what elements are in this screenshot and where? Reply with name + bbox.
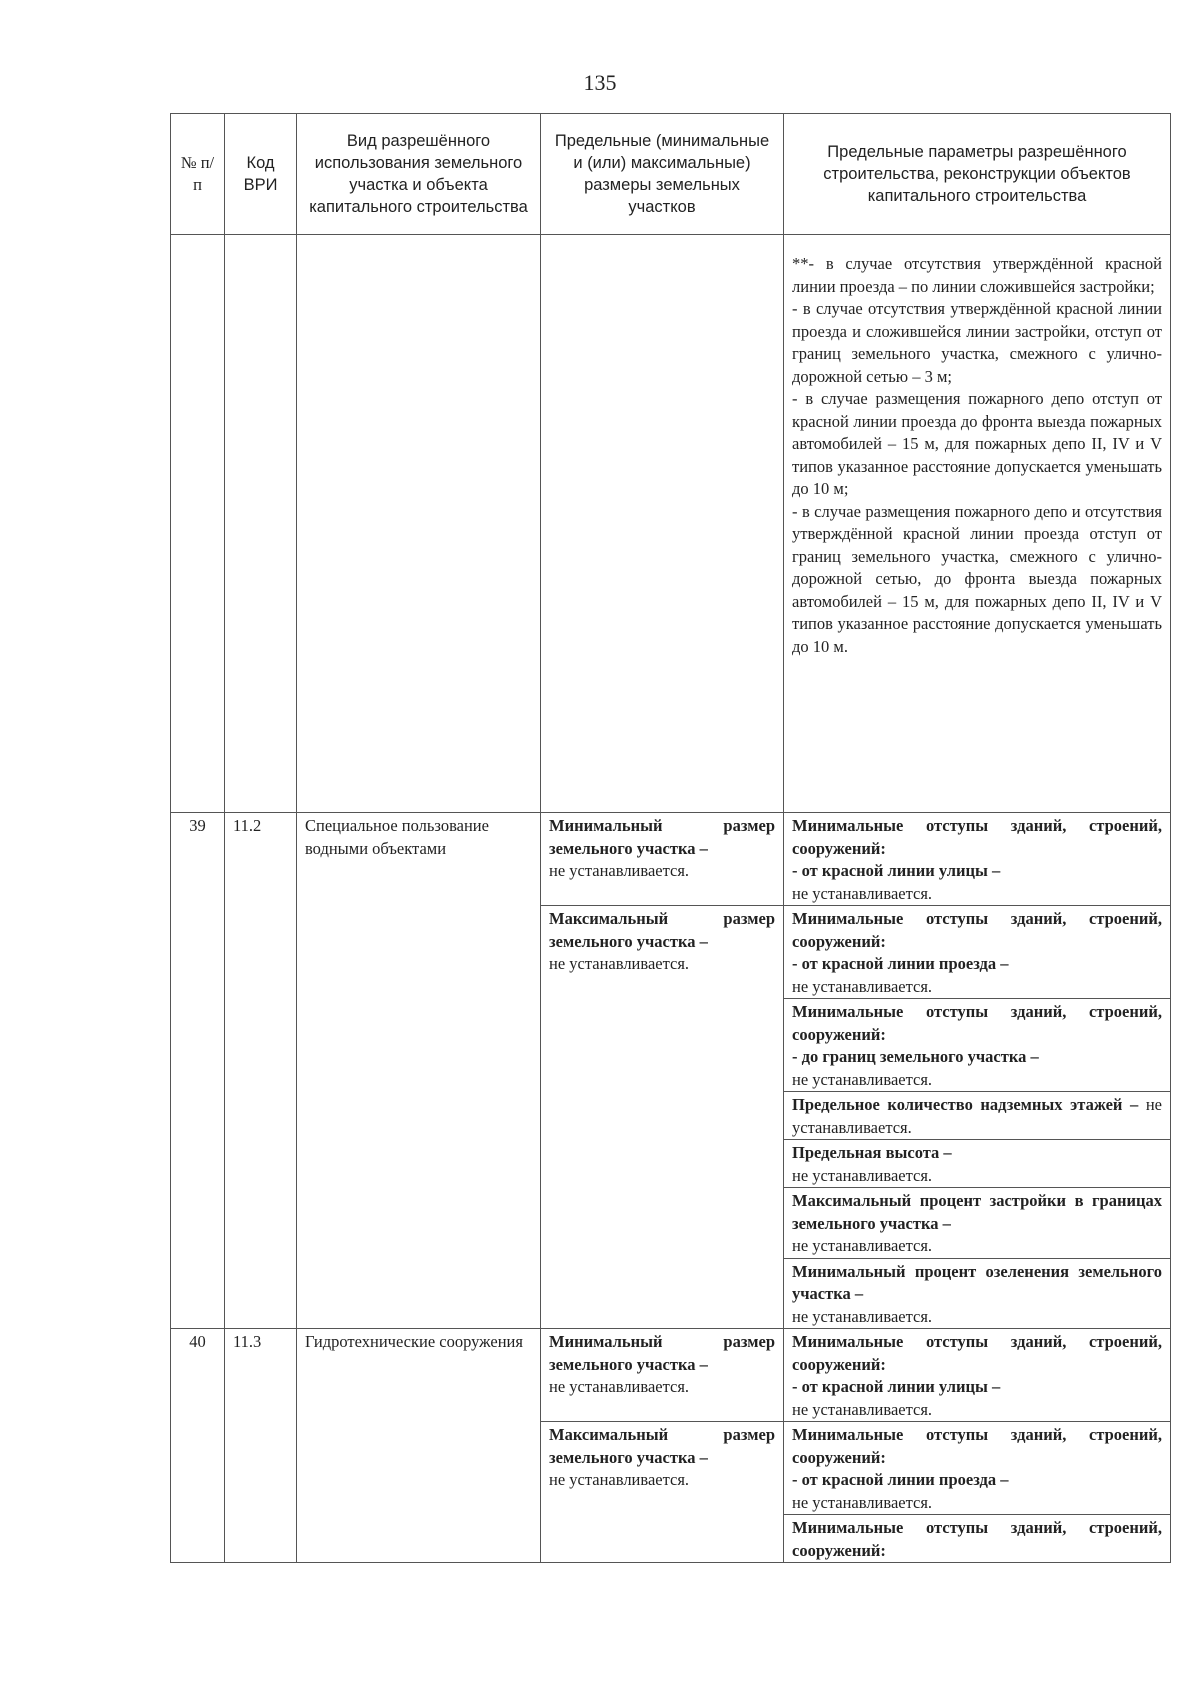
param-item	[784, 1188, 1170, 1259]
cont-code	[225, 235, 297, 813]
min-size-value: не устанавливается.	[549, 1377, 690, 1396]
max-size-title: Максимальный размер земельного участка –	[549, 909, 775, 951]
continuation-paragraph: **- в случае отсутствия утверждённой красной линии проезда – по линии сложившейся застройки;	[792, 254, 1162, 296]
regulations-table	[170, 113, 1171, 1563]
header-num: № п/п	[171, 114, 225, 235]
param-value: не устанавливается.	[792, 1165, 933, 1185]
param-item	[784, 1515, 1170, 1562]
param-line: - от красной линии улицы –	[792, 1377, 1001, 1396]
param-value: не устанавливается.	[792, 1492, 933, 1512]
param-item	[784, 999, 1170, 1092]
continuation-text	[784, 235, 1171, 813]
page-number: 135	[583, 70, 617, 95]
param-item	[784, 1422, 1170, 1515]
min-size-title: Минимальный размер земельного участка –	[549, 816, 775, 858]
row-params	[784, 813, 1171, 1329]
param-title: Предельная высота –	[792, 1143, 952, 1162]
param-line: - от красной линии улицы –	[792, 861, 1001, 880]
param-title: Минимальные отступы зданий, строений, сооружений:	[792, 1332, 1162, 1374]
table-row-40	[171, 1329, 1171, 1563]
row-code: 11.2	[225, 813, 297, 1329]
param-value: не устанавливается.	[792, 1236, 933, 1255]
max-size-value: не устанавливается.	[549, 1470, 690, 1489]
param-title: Минимальные отступы зданий, строений, сооружений:	[792, 1002, 1162, 1044]
header-params: Предельные параметры разрешённого строительства, реконструкции объектов капитального строительства	[784, 114, 1171, 235]
param-line: - до границ земельного участка –	[792, 1047, 1039, 1066]
param-line: - от красной линии проезда –	[792, 954, 1009, 973]
header-code: Код ВРИ	[225, 114, 297, 235]
param-value: не устанавливается.	[792, 1069, 933, 1089]
min-size-value: не устанавливается.	[549, 861, 690, 880]
continuation-row	[171, 235, 1171, 813]
max-size-block	[541, 905, 783, 982]
row-sizes	[541, 1329, 784, 1563]
continuation-paragraph: - в случае размещения пожарного депо отступ от красной линии проезда до фронта выезда пожарных автомобилей – 15 м, для пожарных депо II, IV и V типов указанное расстояние допускается уменьшать до 10 м;	[792, 389, 1162, 498]
row-code: 11.3	[225, 1329, 297, 1563]
header-sizes: Предельные (минимальные и (или) максимальные) размеры земельных участков	[541, 114, 784, 235]
param-title: Минимальные отступы зданий, строений, сооружений:	[792, 1425, 1162, 1467]
row-sizes	[541, 813, 784, 1329]
row-num: 39	[171, 813, 225, 1329]
param-item	[784, 813, 1170, 906]
table-row-39	[171, 813, 1171, 1329]
param-title: Минимальные отступы зданий, строений, сооружений:	[792, 1518, 1162, 1560]
param-item	[784, 1329, 1170, 1422]
param-item	[784, 906, 1170, 999]
row-use: Гидротехнические сооружения	[297, 1329, 541, 1563]
header-use: Вид разрешённого использования земельного участка и объекта капитального строительства	[297, 114, 541, 235]
cont-sizes	[541, 235, 784, 813]
param-title: Максимальный процент застройки в границах земельного участка –	[792, 1191, 1162, 1233]
param-title: Минимальные отступы зданий, строений, сооружений:	[792, 816, 1162, 858]
param-value: не устанавливается.	[792, 1399, 933, 1419]
param-item	[784, 1092, 1170, 1140]
cont-num	[171, 235, 225, 813]
min-size-block	[541, 1329, 783, 1421]
param-item	[784, 1140, 1170, 1188]
param-title: Минимальные отступы зданий, строений, сооружений:	[792, 909, 1162, 951]
max-size-value: не устанавливается.	[549, 954, 690, 973]
max-size-block	[541, 1421, 783, 1498]
continuation-paragraph: - в случае отсутствия утверждённой красной линии проезда и сложившейся линии застройки, отступ от границ земельного участка, смежного с улично-дорожной сетью – 3 м;	[792, 299, 1162, 386]
param-title: Предельное количество надземных этажей –	[792, 1095, 1139, 1114]
cont-use	[297, 235, 541, 813]
row-params	[784, 1329, 1171, 1563]
row-use: Специальное пользование водными объектами	[297, 813, 541, 1329]
param-value: не устанавливается.	[792, 1306, 933, 1326]
param-value: не устанавливается.	[792, 976, 933, 996]
min-size-block	[541, 813, 783, 905]
param-value: не устанавливается.	[792, 1095, 1162, 1137]
param-item	[784, 1259, 1170, 1329]
param-line: - от красной линии проезда –	[792, 1470, 1009, 1489]
max-size-title: Максимальный размер земельного участка –	[549, 1425, 775, 1467]
continuation-paragraph: - в случае размещения пожарного депо и отсутствия утверждённой красной линии проезда отступ от границ земельного участка, смежного с улично-дорожной сетью, до фронта выезда пожарных автомобилей – 15 м, для пожарных депо II, IV и V типов указанное расстояние допускается уменьшать до 10 м.	[792, 501, 1162, 656]
param-value: не устанавливается.	[792, 883, 933, 903]
table-header-row	[171, 114, 1171, 235]
param-title: Минимальный процент озеленения земельного участка –	[792, 1261, 1162, 1303]
min-size-title: Минимальный размер земельного участка –	[549, 1332, 775, 1374]
row-num: 40	[171, 1329, 225, 1563]
